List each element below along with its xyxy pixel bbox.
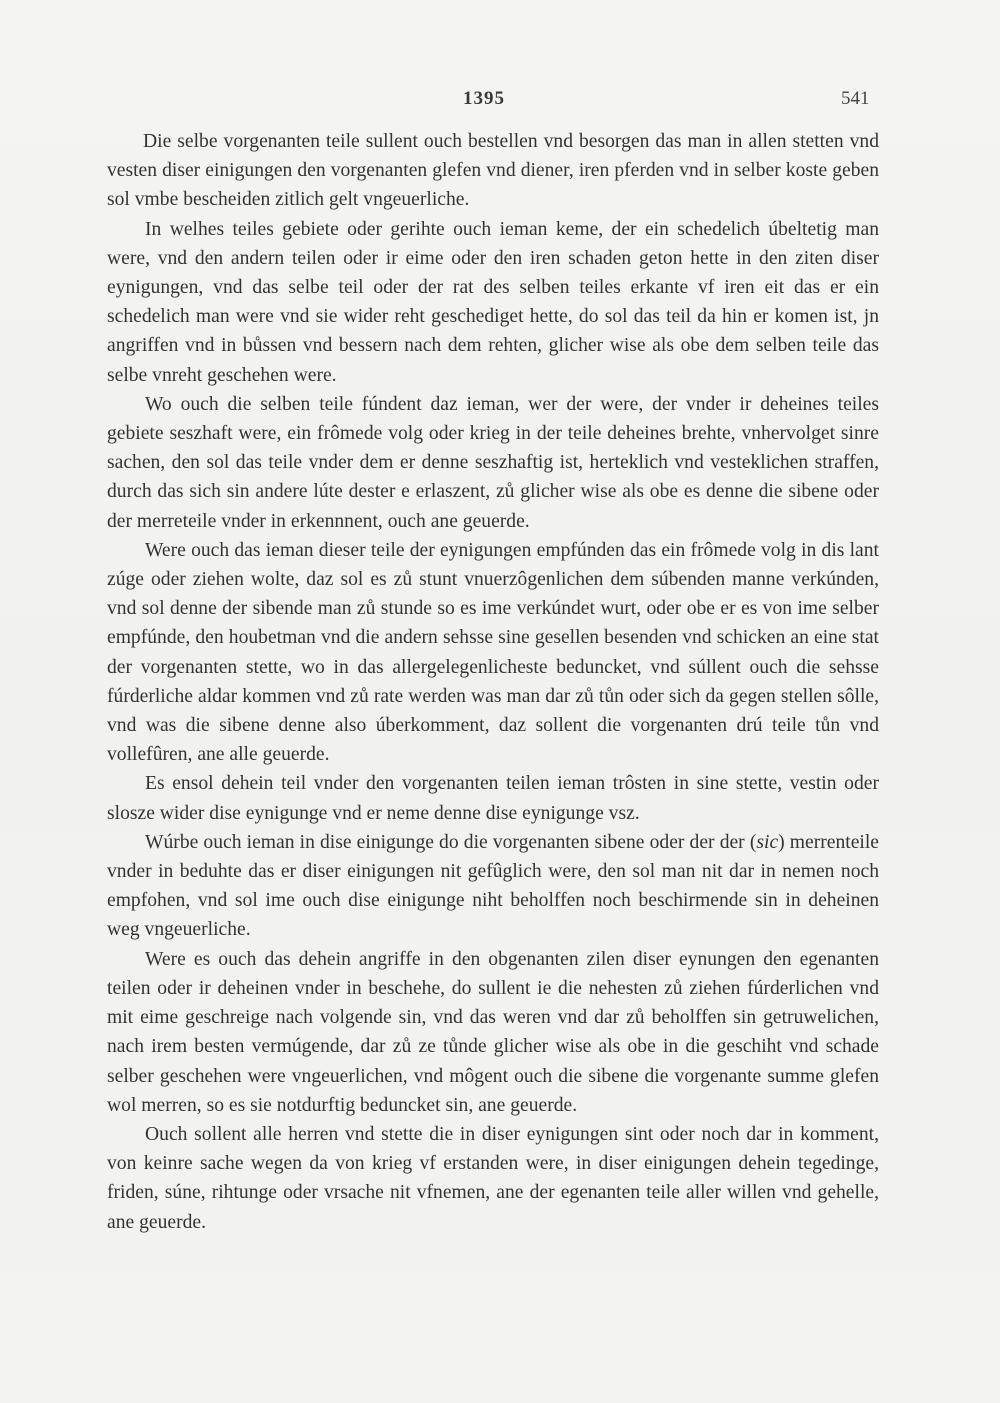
sic-marker: sic — [756, 831, 779, 853]
page-header — [0, 88, 1000, 116]
paragraph: Were es ouch das dehein angriffe in den obgenanten zilen diser eynungen den egenanten teilen oder ir deheinen vnder in beschehe, do sullent ie die nehesten zů ziehen fúrderlichen vnd mit eime geschreige nach volgende sin, vnd das weren vnd dar zů beholffen sin getruwelichen, nach irem besten vermúgende, dar zů ze tůnde glicher wise als obe in die geschiht vnd schade selber geschehen were vngeuerlichen, vnd môgent ouch die sibene die vorgenante summe glefen wol merren, so es sie notdurftig beduncket sin, ane geuerde. — [107, 948, 879, 1116]
paragraph: Es ensol dehein teil vnder den vorgenanten teilen ieman trôsten in sine stette, vestin oder slosze wider dise eynigunge vnd er neme denne dise eynigunge vsz. — [107, 773, 879, 824]
page-number: 541 — [841, 88, 870, 109]
paragraph: Wúrbe ouch ieman in dise einigunge do die vorgenanten sibene oder der der (sic) merrenteile vnder in beduhte das er diser einigungen nit gefûglich were, den sol man nit dar in nemen noch empfohen, vnd sol ime ouch dise einigunge niht beholffen noch beschirmende sin in deheinen weg vngeuerliche. — [107, 831, 879, 941]
body-text — [107, 127, 879, 1237]
paragraph: Wo ouch die selben teile fúndent daz ieman, wer der were, der vnder ir deheines teiles gebiete seszhaft were, ein frômede volg oder krieg in der teile deheines brehte, vnhervolget sinre sachen, den sol das teile vnder dem er denne seszhaftig ist, herteklich vnd vesteklichen straffen, durch das sich sin andere lúte dester e erlaszent, zů glicher wise als obe es denne die sibene oder der merreteile vnder in erkennnent, ouch ane geuerde. — [107, 393, 879, 532]
paragraph: Were ouch das ieman dieser teile der eynigungen empfúnden das ein frômede volg in dis lant zúge oder ziehen wolte, daz sol es zů stunt vnuerzôgenlichen dem súbenden manne verkúnden, vnd sol denne der sibende man zů stunde so es ime verkúndet wurt, oder obe er es von ime selber empfúnde, den houbetman vnd die andern sehsse sine gesellen besenden vnd schicken an eine stat der vorgenanten stette, wo in das allergelegenlicheste beduncket, vnd súllent ouch die sehsse fúrderliche aldar kommen vnd zů rate werden was man dar zů tůn oder sich da gegen stellen sôlle, vnd was die sibene denne also úberkomment, daz sollent die vorgenanten drú teile tůn vnd vollefûren, ane alle geuerde. — [107, 539, 879, 766]
paragraph: Die selbe vorgenanten teile sullent ouch bestellen vnd besorgen das man in allen stetten vnd vesten diser einigungen den vorgenanten glefen vnd diener, iren pferden vnd in selber koste geben sol vmbe bescheiden zitlich gelt vngeuerliche. — [107, 131, 879, 211]
header-year: 1395 — [463, 88, 505, 109]
paragraph: In welhes teiles gebiete oder gerihte ouch ieman keme, der ein schedelich úbeltetig man were, vnd den andern teilen oder ir eime oder den iren schaden geton hette in den ziten diser eynigungen, vnd das selbe teil oder der rat des selben teiles erkante vf iren eit das er ein schedelich man were vnd sie wider reht geschediget hette, do sol das teil da hin er komen ist, jn angriffen vnd in bůssen vnd bessern nach dem rehten, glicher wise als obe dem selben teile das selbe vnreht geschehen were. — [107, 218, 879, 386]
paragraph: Ouch sollent alle herren vnd stette die in diser eynigungen sint oder noch dar in komment, von keinre sache wegen da von krieg vf erstanden were, in diser einigungen dehein tegedinge, friden, súne, rihtunge oder vrsache nit vfnemen, ane der egenanten teile aller willen vnd gehelle, ane geuerde. — [107, 1123, 879, 1233]
